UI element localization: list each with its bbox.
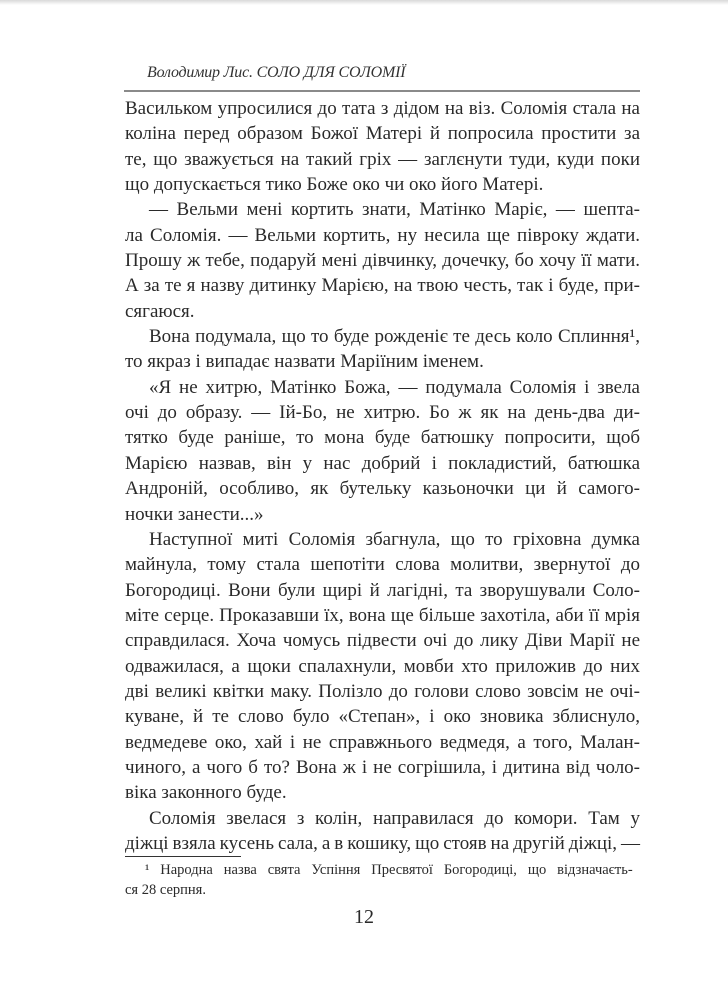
line-text: дві великі квітки маку. Полізло до голови слово зовсім не очі-: [125, 680, 640, 702]
line-text: ся 28 серпня.: [125, 882, 206, 898]
line-text: те, що зважується на такий гріх — заглєнути туди, куди поки: [125, 148, 640, 170]
line-text: сягаюся.: [125, 300, 195, 322]
line-text: очі до образу. — Ій-Бо, не хитрю. Бо ж як на день-два ди-: [125, 402, 640, 424]
text-line: [125, 172, 640, 197]
text-line: [125, 324, 640, 349]
text-line: [125, 349, 640, 374]
line-text: Вона подумала, що то буде рожденіє те десь коло Сплиння¹,: [149, 326, 640, 348]
line-text: одважилася, а щоки спалахнули, мовби хто приложив до них: [125, 655, 640, 677]
header-divider: [124, 90, 640, 92]
line-text: що допускається тико Боже око чи око його Матері.: [125, 174, 544, 196]
line-text: коліна перед образом Божої Матері й попросила простити за: [125, 123, 640, 145]
line-text: «Я не хитрю, Матінко Божа, — подумала Соломія і звела: [149, 376, 640, 398]
body-text: [125, 96, 640, 856]
line-text: ночки занести...»: [125, 503, 264, 525]
line-text: діжці взяла кусень сала, а в кошику, що стояв на другій діжці, —: [125, 832, 640, 854]
text-line: [125, 654, 640, 679]
line-text: куване, й те слово було «Степан», і око зновика зблиснуло,: [125, 706, 640, 728]
line-text: ведмедеве око, хай і не справжнього ведмедя, а того, Малан-: [125, 731, 640, 753]
text-line: [125, 451, 640, 476]
text-line: [125, 197, 640, 222]
text-line: [125, 806, 640, 831]
text-line: [125, 780, 640, 805]
text-line: [125, 121, 640, 146]
line-text: то якраз і випадає назвати Маріїним іменем.: [125, 351, 484, 373]
line-text: — Вельми мені кортить знати, Матінко Маріє, — шепта-: [149, 199, 640, 221]
text-line: [125, 273, 640, 298]
page-edge-shadow: [0, 0, 728, 5]
line-text: міте серце. Проказавши їх, вона ще більше захотіла, аби її мрія: [125, 604, 640, 626]
line-text: ла Соломія. — Вельми кортить, ну несила ще півроку ждати.: [125, 224, 640, 246]
footnote-line: [125, 860, 640, 880]
text-line: [125, 299, 640, 324]
text-line: [125, 400, 640, 425]
footnote-line: [125, 880, 640, 900]
line-text: справдилася. Хоча чомусь підвести очі до лику Діви Марії не: [125, 630, 640, 652]
text-line: [125, 704, 640, 729]
line-text: тятко буде раніше, то мона буде батюшку попросити, щоб: [125, 427, 640, 449]
text-line: [125, 375, 640, 400]
text-line: [125, 248, 640, 273]
line-text: Марією назвав, він у нас добрий і покладистий, батюшка: [125, 452, 640, 474]
footnote: [125, 860, 640, 900]
line-text: Наступної миті Соломія збагнула, що то гріховна думка: [149, 528, 640, 550]
line-text: Прошу ж тебе, подаруй мені дівчинку, дочечку, бо хочу її мати.: [125, 250, 640, 272]
line-text: Андроній, особливо, як бутельку казьоночки ци й самого-: [125, 478, 640, 500]
text-line: [125, 223, 640, 248]
text-line: [125, 502, 640, 527]
text-line: [125, 578, 640, 603]
text-line: [125, 628, 640, 653]
text-line: [125, 755, 640, 780]
text-line: [125, 603, 640, 628]
text-line: [125, 476, 640, 501]
line-text: Васильком упросилися до тата з дідом на віз. Соломія стала на: [125, 98, 640, 119]
text-line: [125, 96, 640, 121]
footnote-divider: [125, 856, 241, 857]
line-text: Богородиці. Вони були щирі й лагідні, та зворушували Соло-: [125, 579, 640, 601]
text-line: [125, 679, 640, 704]
text-line: [125, 831, 640, 856]
text-line: [125, 730, 640, 755]
page-number: 12: [354, 906, 374, 928]
running-header: Володимир Лис. СОЛО ДЛЯ СОЛОМІЇ: [147, 64, 406, 81]
text-line: [125, 527, 640, 552]
text-line: [125, 425, 640, 450]
line-text: А за те я назву дитинку Марією, на твою честь, так і буде, при-: [125, 275, 640, 297]
line-text: ¹ Народна назва свята Успіння Пресвятої Богородиці, що відзначаєть-: [145, 862, 633, 878]
line-text: чиного, а чого б то? Вона ж і не согрішила, і дитина від чоло-: [125, 756, 640, 778]
line-text: Соломія звелася з колін, направилася до комори. Там у: [149, 807, 640, 829]
text-line: [125, 147, 640, 172]
line-text: майнула, тому стала шепотіти слова молитви, звернутої до: [125, 554, 640, 576]
text-line: [125, 552, 640, 577]
line-text: віка законного буде.: [125, 782, 287, 804]
